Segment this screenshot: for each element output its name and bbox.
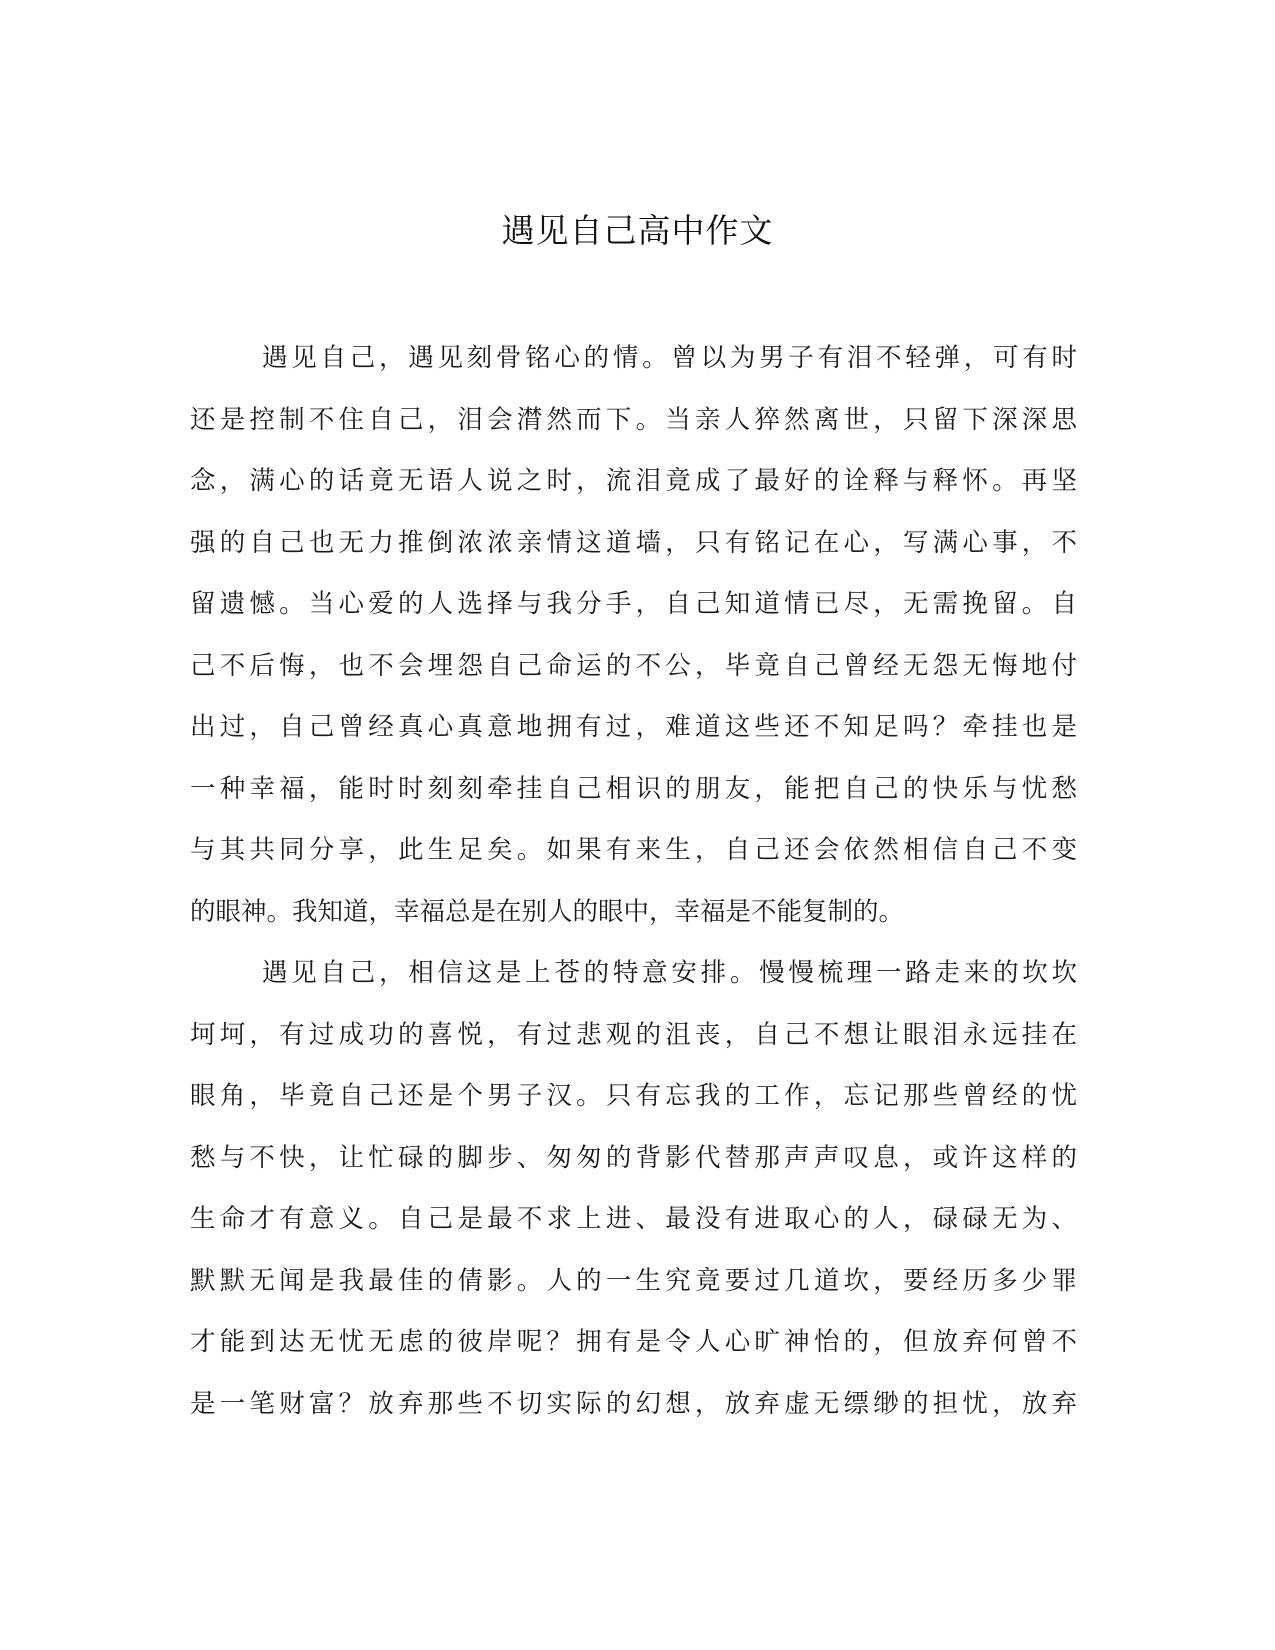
text-line: 愁与不快，让忙碌的脚步、匆匆的背影代替那声声叹息，或许这样的 — [190, 1142, 1077, 1173]
text-line: 念，满心的话竟无语人说之时，流泪竟成了最好的诠释与释怀。再坚 — [190, 466, 1077, 496]
paragraph-1 — [190, 328, 1077, 943]
text-line: 与其共同分享，此生足矣。如果有来生，自己还会依然相信自己不变 — [190, 835, 1077, 865]
text-line: 己不后悔，也不会埋怨自己命运的不公，毕竟自己曾经无怨无悔地付 — [190, 650, 1077, 681]
paragraph-2 — [190, 943, 1077, 1435]
text-line: 才能到达无忧无虑的彼岸呢？拥有是令人心旷神怡的，但放弃何曾不 — [190, 1327, 1077, 1357]
text-line: 强的自己也无力推倒浓浓亲情这道墙，只有铭记在心，写满心事，不 — [190, 527, 1077, 558]
text-line: 还是控制不住自己，泪会潸然而下。当亲人猝然离世，只留下深深思 — [190, 404, 1077, 435]
text-line: 一种幸福，能时时刻刻牵挂自己相识的朋友，能把自己的快乐与忧愁 — [190, 773, 1077, 804]
text-line: 留遗憾。当心爱的人选择与我分手，自己知道情已尽，无需挽留。自 — [190, 589, 1077, 619]
text-line: 是一笔财富？放弃那些不切实际的幻想，放弃虚无缥缈的担忧，放弃 — [190, 1388, 1077, 1419]
text-line: 默默无闻是我最佳的倩影。人的一生究竟要过几道坎，要经历多少罪 — [190, 1265, 1077, 1296]
text-line: 遇见自己，相信这是上苍的特意安排。慢慢梳理一路走来的坎坎 — [262, 958, 1077, 988]
text-line: 坷坷，有过成功的喜悦，有过悲观的沮丧，自己不想让眼泪永远挂在 — [190, 1019, 1077, 1050]
text-line: 眼角，毕竟自己还是个男子汉。只有忘我的工作，忘记那些曾经的忧 — [190, 1081, 1077, 1111]
essay-body — [190, 328, 1077, 1435]
essay-title: 遇见自己高中作文 — [501, 211, 774, 250]
text-line: 的眼神。我知道，幸福总是在别人的眼中，幸福是不能复制的。 — [190, 896, 905, 927]
text-line: 出过，自己曾经真心真意地拥有过，难道这些还不知足吗？牵挂也是 — [190, 712, 1077, 742]
text-line: 生命才有意义。自己是最不求上进、最没有进取心的人，碌碌无为、 — [190, 1204, 1077, 1234]
text-line: 遇见自己，遇见刻骨铭心的情。曾以为男子有泪不轻弹，可有时 — [262, 343, 1077, 373]
